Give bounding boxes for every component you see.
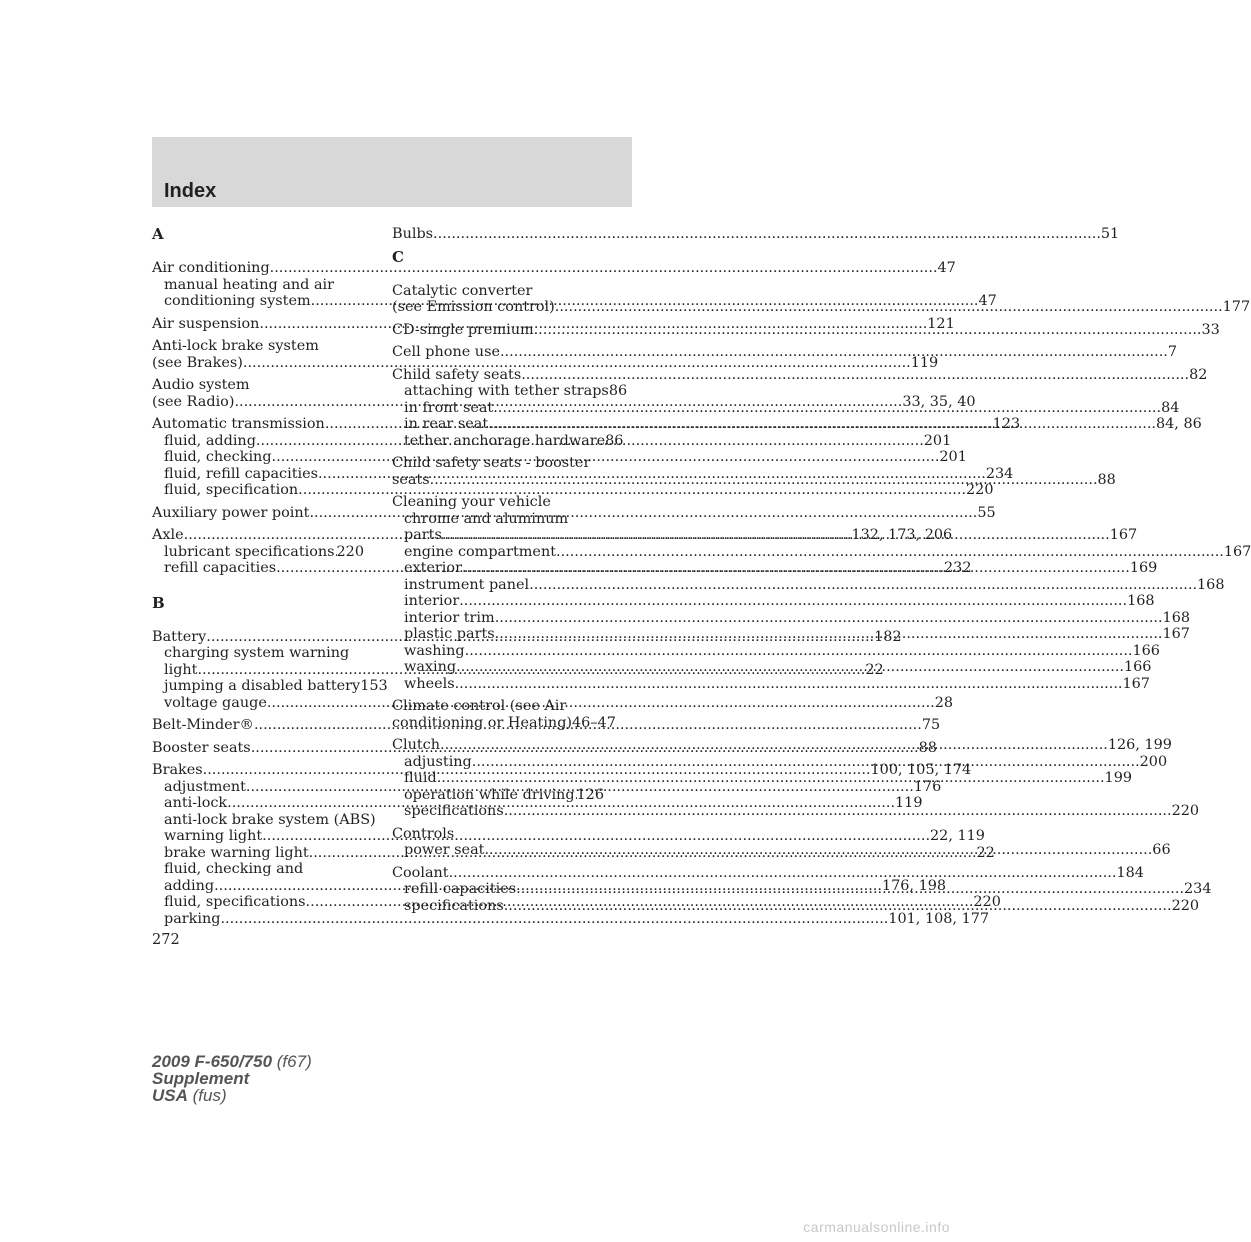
entry-text: fluid, adding xyxy=(164,432,256,449)
entry-page-ref: 234 xyxy=(1184,881,1212,897)
index-subentry-line xyxy=(152,894,1001,911)
dot-leader xyxy=(484,842,1152,859)
dot-leader xyxy=(500,344,1168,361)
entry-page-ref: 88 xyxy=(1097,471,1116,488)
section-letter-a: A xyxy=(152,225,164,243)
entry-text: fluid, checking and xyxy=(164,861,304,877)
entry-page-ref: 132, 173, 206 xyxy=(851,527,953,543)
entry-page-ref: 121 xyxy=(927,315,955,332)
index-subentry-line xyxy=(392,383,628,400)
entry-page-ref: 200 xyxy=(1139,753,1168,770)
entry-text: parking xyxy=(164,910,221,927)
index-entry-line xyxy=(392,283,604,300)
entry-text: Climate control (see Air xyxy=(392,698,567,714)
entry-page-ref: 33 xyxy=(1201,321,1220,338)
entry-page-ref: 177 xyxy=(1222,299,1251,315)
entry-text: lubricant specifications xyxy=(164,543,335,560)
entry-page-ref: 47 xyxy=(937,260,956,276)
entry-page-ref: 126, 199 xyxy=(1107,737,1172,753)
dot-leader xyxy=(504,898,1172,915)
entry-page-ref: 75 xyxy=(921,717,941,733)
entry-text: refill capacities xyxy=(404,881,517,897)
entry-page-ref: 232 xyxy=(944,560,972,576)
page-title: Index xyxy=(164,180,217,202)
index-subentry-line xyxy=(152,277,364,294)
dot-leader xyxy=(521,367,1189,384)
entry-text: (see Emission control) xyxy=(392,299,555,315)
index-subentry-line xyxy=(392,787,604,804)
entry-page-ref: 220 xyxy=(1171,803,1200,819)
entry-text: in rear seat xyxy=(404,416,489,432)
entry-text: Air suspension xyxy=(152,315,260,332)
dot-leader xyxy=(449,865,1117,882)
entry-page-ref: 167 xyxy=(1122,675,1150,692)
entry-text: warning light xyxy=(164,828,263,844)
index-entry-line xyxy=(392,226,1120,243)
entry-text: Belt-Minder® xyxy=(152,717,254,733)
dot-leader xyxy=(529,577,1197,594)
entry-text: fluid, specification xyxy=(164,482,299,498)
entry-page-ref: 166 xyxy=(1123,659,1152,675)
index-entry-line xyxy=(392,698,604,715)
index-subentry-line xyxy=(392,511,604,528)
entry-page-ref: 84 xyxy=(1161,399,1180,416)
entry-text: Clutch xyxy=(392,737,440,753)
entry-text: Air conditioning xyxy=(152,260,270,276)
footer-market-code: (fus) xyxy=(187,1086,227,1105)
dot-leader xyxy=(440,737,1108,754)
index-subentry-line xyxy=(392,675,1150,693)
entry-page-ref: 126 xyxy=(576,786,604,803)
entry-text: adjustment xyxy=(164,778,246,795)
entry-page-ref: 220 xyxy=(336,543,364,560)
dot-leader xyxy=(556,544,1224,561)
index-entry xyxy=(392,226,1120,243)
entry-text: interior trim xyxy=(404,609,495,626)
entry-text: fluid xyxy=(404,770,437,786)
index-subentry-line xyxy=(392,642,1160,660)
section-letter-b: B xyxy=(152,593,165,612)
index-subentry-line xyxy=(152,910,990,928)
footer-market: USA xyxy=(152,1086,188,1105)
index-entry-line xyxy=(152,377,364,394)
entry-text: in front seat xyxy=(404,399,494,416)
entry-page-ref: 22 xyxy=(865,661,884,678)
entry-page-ref: 168 xyxy=(1127,593,1155,609)
footer-supplement: Supplement xyxy=(152,1069,250,1088)
entry-page-ref: 22 xyxy=(976,844,995,861)
entry-page-ref: 7 xyxy=(1167,344,1177,360)
index-subentry-line xyxy=(152,678,388,695)
index-entry-line xyxy=(392,494,604,511)
entry-page-ref: 199 xyxy=(1104,770,1133,786)
dot-leader xyxy=(516,881,1184,898)
entry-text: power seat xyxy=(404,842,485,858)
entry-text: Brakes xyxy=(152,762,203,778)
entry-text: refill capacities xyxy=(164,560,277,576)
entry-text: CD-single premium xyxy=(392,321,534,338)
entry-text: Axle xyxy=(152,527,184,543)
entry-text: (see Radio) xyxy=(152,393,235,410)
entry-text: charging system warning xyxy=(164,645,350,661)
entry-text: adjusting xyxy=(404,753,472,770)
entry-text: adding xyxy=(164,877,215,894)
entry-page-ref: 47 xyxy=(978,293,997,309)
entry-text: anti-lock xyxy=(164,795,228,811)
entry-page-ref: 234 xyxy=(985,465,1014,482)
index-entry-line xyxy=(392,864,1144,882)
dot-leader xyxy=(504,803,1172,820)
index-entry xyxy=(392,698,616,731)
entry-page-ref: 22, 119 xyxy=(930,828,985,844)
entry-page-ref: 167 xyxy=(1223,543,1251,560)
entry-text: manual heating and air xyxy=(164,276,335,293)
index-subentry-line xyxy=(392,609,1191,627)
index-subentry-line xyxy=(152,645,364,662)
entry-page-ref: 51 xyxy=(1100,226,1120,242)
entry-page-ref: 167 xyxy=(1109,527,1138,543)
index-subentry-line xyxy=(392,543,1251,561)
dot-leader xyxy=(433,226,1101,243)
entry-text: fluid, checking xyxy=(164,449,272,465)
entry-text: Booster seats xyxy=(152,739,251,756)
index-subentry-line xyxy=(392,432,624,450)
entry-page-ref: 100, 105, 174 xyxy=(870,762,972,778)
dot-leader xyxy=(465,643,1133,660)
entry-page-ref: 84, 86 xyxy=(1156,416,1202,432)
index-entry-line xyxy=(392,455,604,472)
entry-page-ref: 201 xyxy=(923,432,952,449)
index-entry xyxy=(392,344,1177,361)
entry-text: parts xyxy=(404,527,442,543)
index-entry-line xyxy=(392,344,1177,361)
entry-page-ref: 123 xyxy=(992,416,1021,432)
dot-leader xyxy=(272,449,940,466)
entry-page-ref: 220 xyxy=(1171,897,1200,914)
footer-model-code: (f67) xyxy=(272,1052,312,1071)
entry-text: attaching with tether straps xyxy=(404,383,609,399)
header-band xyxy=(152,137,632,207)
entry-text: operation while driving xyxy=(404,786,575,803)
entry-text: jumping a disabled battery xyxy=(164,678,361,694)
entry-page-ref: 201 xyxy=(939,449,967,465)
index-entry-line xyxy=(152,260,956,277)
entry-text: exterior xyxy=(404,560,462,576)
entry-text: Anti-lock brake system xyxy=(152,338,319,354)
footer-edition xyxy=(152,1053,312,1104)
entry-text: Child safety seats xyxy=(392,366,522,383)
entry-page-ref: 176, 198 xyxy=(881,877,947,894)
entry-text: washing xyxy=(404,642,465,659)
entry-text: wheels xyxy=(404,675,455,692)
index-subentry-line xyxy=(152,544,364,561)
entry-text: Automatic transmission xyxy=(152,416,325,432)
entry-page-ref: 169 xyxy=(1129,560,1158,576)
dot-leader xyxy=(455,676,1123,693)
index-entry-line xyxy=(392,714,616,732)
section-letter-c: C xyxy=(392,247,404,266)
entry-page-ref: 46–47 xyxy=(572,714,616,731)
entry-text: Coolant xyxy=(392,864,449,881)
entry-text: Battery xyxy=(152,628,207,645)
entry-page-ref: 166 xyxy=(1132,642,1160,659)
entry-page-ref: 184 xyxy=(1116,864,1144,881)
dot-leader xyxy=(442,527,1110,544)
dot-leader xyxy=(493,400,1161,417)
dot-leader xyxy=(462,560,1130,577)
entry-page-ref: 220 xyxy=(973,894,1001,910)
entry-text: Bulbs xyxy=(392,226,434,242)
entry-page-ref: 167 xyxy=(1162,626,1190,642)
entry-text: Catalytic converter xyxy=(392,282,533,299)
watermark: carmanualsonline.info xyxy=(803,1219,950,1235)
entry-text: plastic parts xyxy=(404,626,495,642)
entry-text: Child safety seats - booster xyxy=(392,455,591,471)
entry-text: chrome and aluminum xyxy=(404,510,569,527)
index-subentry-line xyxy=(392,576,1225,594)
entry-text: (see Brakes) xyxy=(152,354,243,371)
entry-text: Controls xyxy=(392,825,455,842)
entry-page-ref: 28 xyxy=(934,694,954,711)
footer-model: 2009 F-650/750 xyxy=(152,1052,273,1071)
entry-page-ref: 220 xyxy=(966,482,994,498)
entry-page-ref: 168 xyxy=(1197,576,1225,593)
index-subentry-line xyxy=(152,811,376,829)
entry-text: waxing xyxy=(404,659,457,675)
entry-text: Cell phone use xyxy=(392,344,500,360)
entry-page-ref: 153 xyxy=(360,678,388,694)
entry-text: Cleaning your vehicle xyxy=(392,494,551,510)
index-subentry-line xyxy=(152,482,994,499)
entry-text: light xyxy=(164,661,198,678)
entry-page-ref: 33, 35, 40 xyxy=(902,393,976,410)
dot-leader xyxy=(534,322,1202,339)
dot-leader xyxy=(456,659,1124,676)
dot-leader xyxy=(437,770,1105,787)
entry-text: specifications xyxy=(404,803,504,819)
entry-text: Auxiliary power point xyxy=(152,504,310,521)
entry-page-ref: 119 xyxy=(910,354,939,371)
entry-text: fluid, specifications xyxy=(164,894,306,910)
entry-text: instrument panel xyxy=(404,576,530,593)
dot-leader xyxy=(555,299,1223,316)
index-entry-line xyxy=(392,366,1208,384)
entry-text: anti-lock brake system (ABS) xyxy=(164,811,376,828)
entries-pre xyxy=(392,226,1120,243)
dot-leader xyxy=(459,593,1127,610)
dot-leader xyxy=(495,626,1163,643)
dot-leader xyxy=(495,610,1163,627)
entry-text: engine compartment xyxy=(404,543,556,560)
entry-text: seats xyxy=(392,471,430,488)
entry-page-ref: 119 xyxy=(895,795,923,811)
entry-text: tether anchorage hardware xyxy=(404,432,606,449)
index-subentry-line xyxy=(392,593,1155,610)
entry-page-ref: 88 xyxy=(918,739,937,756)
page-number: 272 xyxy=(152,932,180,948)
entry-text: Audio system xyxy=(152,377,250,393)
entry-text: interior xyxy=(404,593,460,609)
entry-page-ref: 101, 108, 177 xyxy=(888,910,990,927)
entry-page-ref: 176 xyxy=(913,778,942,795)
entry-page-ref: 182 xyxy=(874,628,902,645)
index-entry-line xyxy=(152,338,364,355)
index-subentry-line xyxy=(152,861,364,878)
entry-page-ref: 168 xyxy=(1162,609,1191,626)
entry-page-ref: 66 xyxy=(1152,842,1171,858)
entry-text: brake warning light xyxy=(164,844,309,861)
index-entry-line xyxy=(392,826,604,843)
entry-text: voltage gauge xyxy=(164,694,267,711)
index-subentry-line xyxy=(392,897,1200,915)
entry-page-ref: 55 xyxy=(977,504,996,521)
entry-text: conditioning system xyxy=(164,293,311,309)
entry-page-ref: 86 xyxy=(608,383,628,399)
dot-leader xyxy=(488,416,1156,433)
index-entry-line xyxy=(152,354,939,372)
dot-leader xyxy=(430,472,1098,489)
entry-text: conditioning or Heating) xyxy=(392,714,573,731)
dot-leader xyxy=(472,754,1140,771)
entry-page-ref: 86 xyxy=(605,432,624,449)
entry-text: fluid, refill capacities xyxy=(164,465,318,482)
entry-text: specifications xyxy=(404,897,504,914)
entry-page-ref: 82 xyxy=(1189,366,1208,383)
